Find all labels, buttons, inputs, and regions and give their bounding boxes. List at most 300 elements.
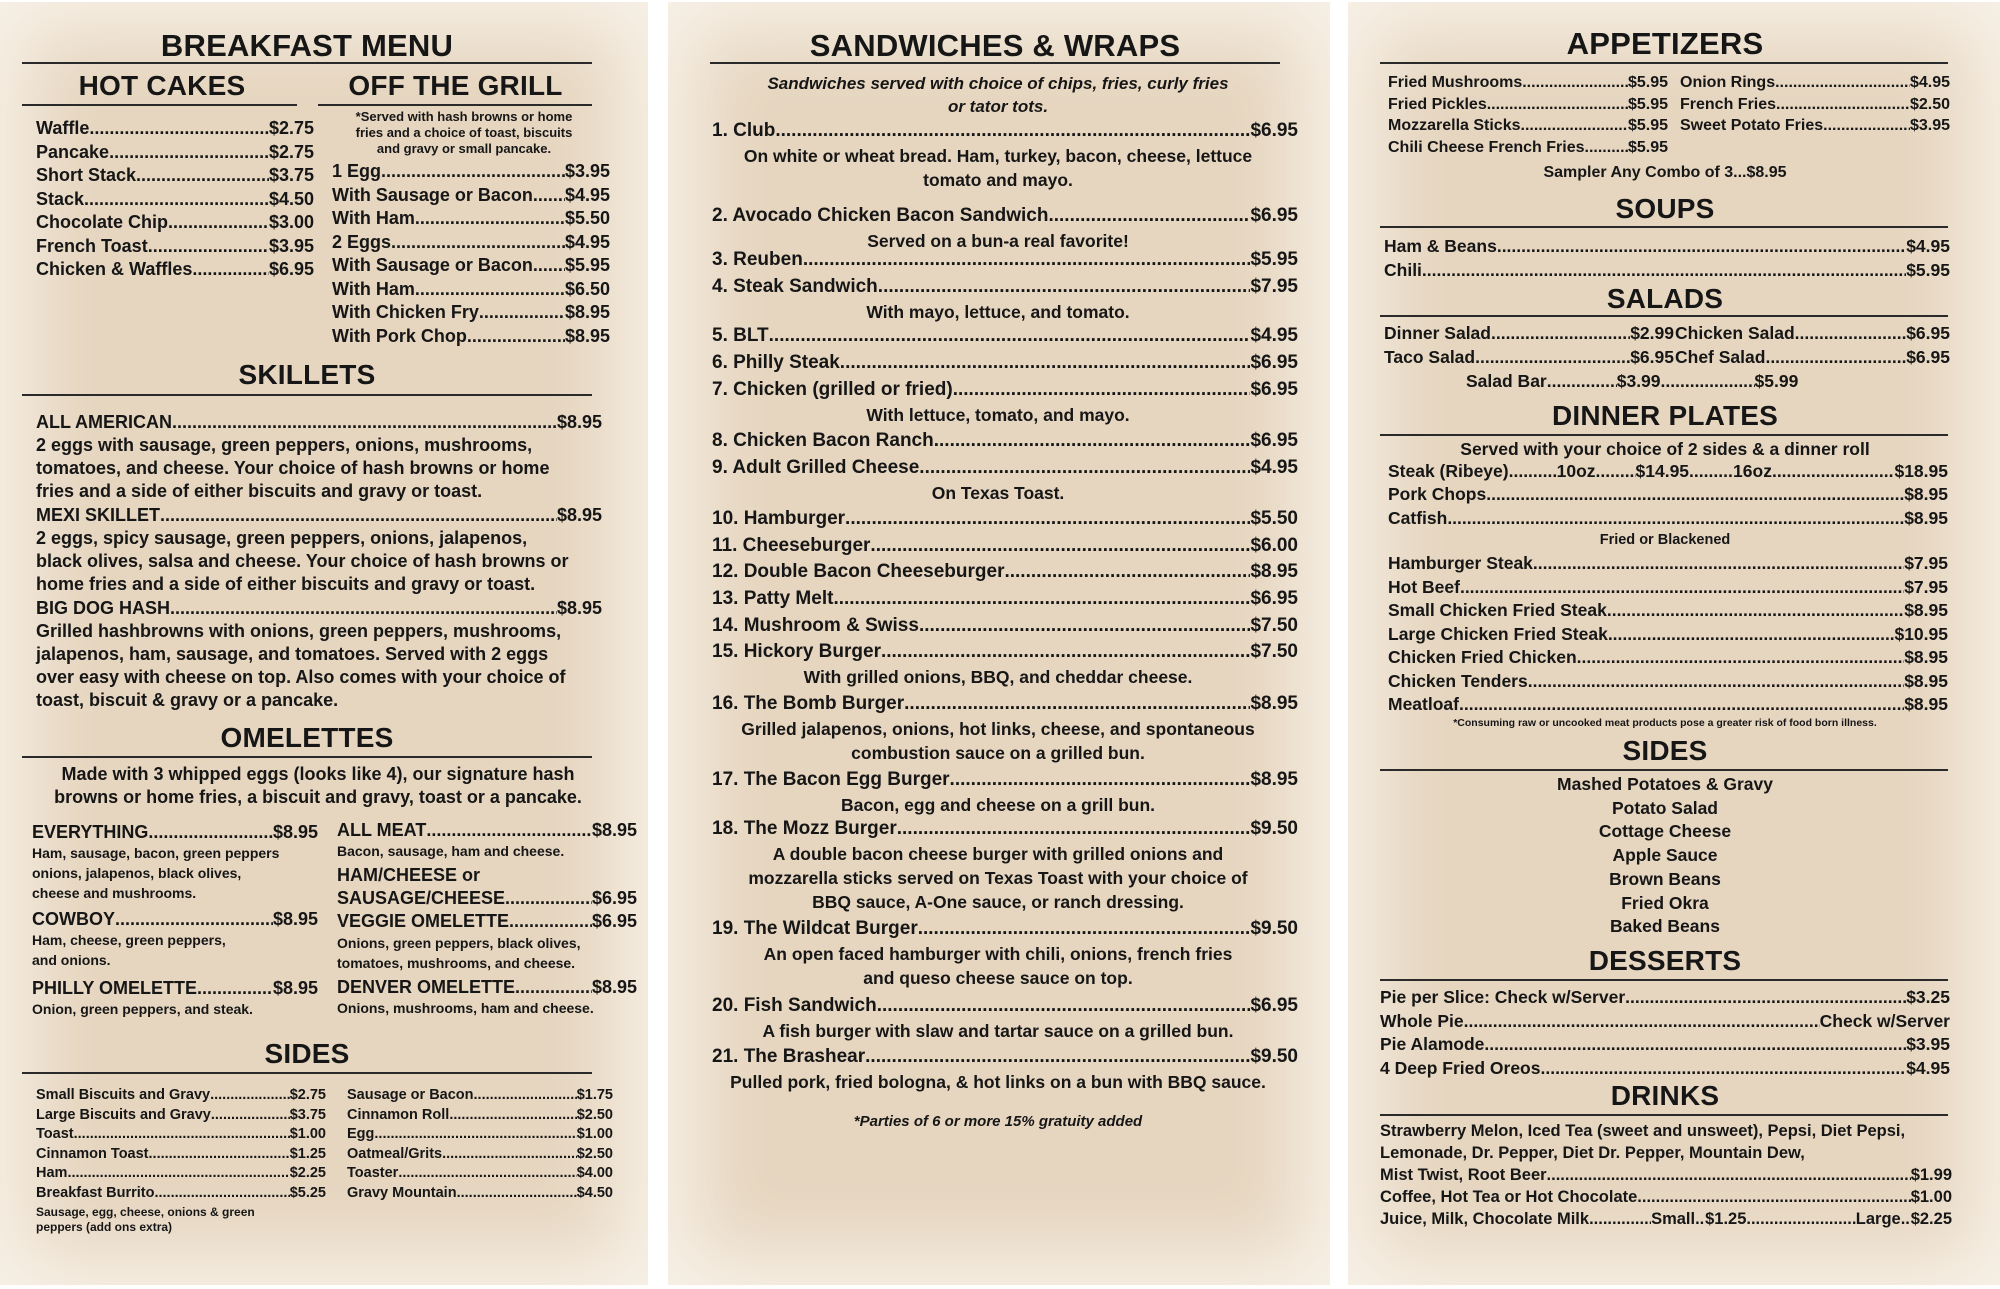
appetizer-item xyxy=(1680,117,1950,135)
item-price: $8.95 xyxy=(556,412,602,432)
dot-leader xyxy=(1509,461,1557,482)
dessert-item xyxy=(1380,987,1950,1008)
item-price: $1.00 xyxy=(576,1126,613,1142)
dot-leader xyxy=(1484,1034,1906,1055)
sandwich-description: Bacon, egg and cheese on a grill bun. xyxy=(840,795,1156,815)
skillet-item xyxy=(36,598,602,619)
appetizer-item xyxy=(1388,117,1668,135)
divider xyxy=(22,62,592,64)
divider xyxy=(22,104,297,106)
dot-leader xyxy=(89,118,269,139)
sandwiches-panel xyxy=(668,2,1330,1285)
appetizer-item xyxy=(1388,139,1668,157)
dot-leader xyxy=(533,185,565,206)
item-name: Chicken & Waffles xyxy=(36,259,193,279)
item-name: BIG DOG HASH xyxy=(36,598,171,618)
item-name: Egg xyxy=(347,1126,375,1142)
side-item xyxy=(36,1185,326,1201)
sandwich-description: BBQ sauce, A-One sauce, or ranch dressing. xyxy=(812,892,1184,912)
sandwich-description: With grilled onions, BBQ, and cheddar cheese. xyxy=(803,667,1193,687)
sandwich-description: Pulled pork, fried bologna, & hot links on a bun with BBQ sauce. xyxy=(730,1072,1266,1092)
item-name: VEGGIE OMELETTE xyxy=(337,911,510,931)
sandwich-item xyxy=(712,615,1298,637)
item-name: With Ham xyxy=(332,208,415,228)
dot-leader xyxy=(381,161,565,182)
dot-leader xyxy=(1422,260,1906,281)
plate-item xyxy=(1388,694,1948,715)
item-name: Short Stack xyxy=(36,165,137,185)
item-price: $6.95 xyxy=(1906,346,1950,367)
dot-leader xyxy=(115,909,273,930)
item-price: $4.95 xyxy=(1906,1057,1950,1078)
item-price: $6.00 xyxy=(1250,535,1298,556)
side-item xyxy=(36,1126,326,1142)
item-price: $2.75 xyxy=(268,141,314,162)
item-price: $6.95 xyxy=(1250,352,1298,373)
item-price: $6.95 xyxy=(1250,995,1298,1016)
dot-leader xyxy=(1475,347,1630,368)
dot-leader xyxy=(1464,1011,1820,1032)
dot-leader xyxy=(1795,323,1907,344)
dot-leader xyxy=(533,255,565,276)
item-name: Pork Chops xyxy=(1388,484,1487,504)
dot-leader xyxy=(136,165,269,186)
item-price: $2.25 xyxy=(289,1165,326,1181)
side-item: Cottage Cheese xyxy=(1598,821,1732,842)
dot-leader xyxy=(1775,74,1910,92)
dot-leader xyxy=(1459,694,1904,715)
side-item: Apple Sauce xyxy=(1612,845,1718,866)
omelette-description: Onions, mushrooms, ham and cheese. xyxy=(337,1000,594,1016)
item-name: MEXI SKILLET xyxy=(36,505,161,525)
skillet-description: toast, biscuit & gravy or a pancake. xyxy=(36,690,339,710)
dot-leader xyxy=(67,1165,289,1181)
dot-leader xyxy=(1608,624,1895,645)
skillet-item xyxy=(36,412,602,433)
catfish-note: Fried or Blackened xyxy=(1599,532,1731,548)
item-name: 1. Club xyxy=(712,120,776,141)
omelette-description: cheese and mushrooms. xyxy=(32,885,197,901)
item-price: $8.95 xyxy=(1904,647,1948,667)
grill-item xyxy=(332,279,610,300)
breakfast-sides-title: SIDES xyxy=(264,1038,350,1069)
item-price: $8.95 xyxy=(556,505,602,525)
sandwich-item xyxy=(712,995,1298,1017)
omelette-description: Onion, green peppers, and steak. xyxy=(32,1001,253,1017)
dot-leader xyxy=(803,249,1251,271)
item-price: $3.75 xyxy=(268,165,314,185)
item-price: $8.95 xyxy=(1904,507,1948,528)
skillet-description: jalapenos, ham, sausage, and tomatoes. Served with 2 eggs xyxy=(36,644,549,664)
dot-leader xyxy=(172,412,557,433)
dot-leader xyxy=(1533,553,1904,574)
dot-leader xyxy=(1540,1058,1906,1079)
skillet-description: 2 eggs, spicy sausage, green peppers, onions, jalapenos, xyxy=(36,528,528,548)
item-name: 2 Eggs xyxy=(332,231,392,252)
salad-item xyxy=(1675,323,1950,344)
grill-item xyxy=(332,232,610,253)
omelettes-title: OMELETTES xyxy=(220,722,394,753)
plate-item xyxy=(1388,508,1948,529)
skillet-description: fries and a side of either biscuits and gravy or toast. xyxy=(36,481,483,501)
item-name: Hamburger Steak xyxy=(1388,553,1533,573)
omelette-intro: browns or home fries, a biscuit and gravy, toast or a pancake. xyxy=(54,787,582,807)
dot-leader xyxy=(1486,484,1904,505)
divider xyxy=(1380,434,1948,436)
hot-cake-item xyxy=(36,212,314,233)
dot-leader xyxy=(833,588,1250,610)
item-price: $6.95 xyxy=(591,888,637,908)
sandwich-description: A double bacon cheese burger with grilled onions and xyxy=(772,844,1224,864)
item-price: $6.95 xyxy=(1630,346,1674,367)
appetizer-item xyxy=(1680,96,1950,114)
dot-leader xyxy=(1547,371,1617,392)
item-name: 13. Patty Melt xyxy=(712,588,834,609)
dot-leader xyxy=(84,189,269,210)
steak-size: 16oz xyxy=(1733,461,1772,481)
dot-leader xyxy=(474,1087,577,1103)
item-price: $5.95 xyxy=(1250,249,1298,270)
item-price: $8.95 xyxy=(564,302,610,322)
item-name: With Chicken Fry xyxy=(332,302,479,322)
item-price: $4.95 xyxy=(1250,325,1298,346)
dot-leader xyxy=(877,995,1251,1017)
item-name: 10. Hamburger xyxy=(712,508,846,529)
side-item: Mashed Potatoes & Gravy xyxy=(1557,774,1773,794)
dot-leader xyxy=(878,276,1251,298)
item-name: Juice, Milk, Chocolate Milk xyxy=(1380,1210,1590,1228)
sandwich-item xyxy=(712,249,1298,271)
hot-cake-item xyxy=(36,142,314,163)
dot-leader xyxy=(1661,371,1755,392)
item-name: Cinnamon Toast xyxy=(36,1145,149,1162)
side-item xyxy=(347,1126,613,1142)
item-price: $7.95 xyxy=(1250,276,1298,297)
plate-item xyxy=(1388,577,1948,598)
item-name: Pie per Slice: Check w/Server xyxy=(1380,987,1626,1007)
item-name: Chili Cheese French Fries xyxy=(1388,138,1585,156)
item-name: 12. Double Bacon Cheeseburger xyxy=(712,561,1005,582)
omelette-description: Ham, cheese, green peppers, xyxy=(32,932,226,948)
drink-item xyxy=(1380,1210,1952,1229)
dot-leader xyxy=(845,508,1250,530)
item-price: $2.99 xyxy=(1630,323,1674,343)
off-grill-title: OFF THE GRILL xyxy=(348,70,563,101)
sandwich-item xyxy=(712,561,1298,583)
grill-note: *Served with hash browns or home xyxy=(355,109,573,124)
skillet-description: tomatoes, and cheese. Your choice of hash browns or home xyxy=(36,458,550,478)
dot-leader xyxy=(1577,647,1905,668)
item-name: Steak (Ribeye) xyxy=(1388,461,1509,481)
item-name: Mist Twist, Root Beer xyxy=(1380,1166,1547,1184)
item-name: EVERYTHING xyxy=(32,822,149,842)
grill-item xyxy=(332,161,610,182)
item-price: $8.95 xyxy=(1904,670,1948,691)
divider xyxy=(710,62,1280,64)
item-name: 6. Philly Steak xyxy=(712,352,840,373)
soups-title: SOUPS xyxy=(1615,193,1715,224)
item-name: Waffle xyxy=(36,118,90,138)
item-price: $2.75 xyxy=(289,1087,326,1103)
dinner-plates-title: DINNER PLATES xyxy=(1551,400,1779,431)
item-price: $8.95 xyxy=(1904,694,1948,714)
dot-leader xyxy=(881,641,1250,663)
divider xyxy=(318,104,592,106)
dot-leader xyxy=(904,693,1250,715)
item-price: $3.99 xyxy=(1616,371,1661,391)
sandwich-description: On Texas Toast. xyxy=(931,483,1065,503)
item-name: 8. Chicken Bacon Ranch xyxy=(712,430,934,451)
skillet-description: over easy with cheese on top. Also comes with your choice of xyxy=(36,667,566,687)
item-name: Breakfast Burrito xyxy=(36,1184,155,1201)
side-item xyxy=(36,1087,326,1103)
appetizer-item xyxy=(1388,96,1668,114)
item-name: Dinner Salad xyxy=(1384,323,1491,343)
sandwich-item xyxy=(712,1046,1298,1068)
item-name: Hot Beef xyxy=(1388,576,1460,597)
dot-leader xyxy=(457,1185,577,1201)
item-name: Fried Mushrooms xyxy=(1388,74,1523,91)
item-name: 17. The Bacon Egg Burger xyxy=(712,769,950,790)
divider xyxy=(1380,1114,1948,1116)
dot-leader xyxy=(197,978,273,999)
item-price: $6.95 xyxy=(1906,323,1950,343)
omelette-description: Ham, sausage, bacon, green peppers xyxy=(32,845,280,861)
item-price: $4.50 xyxy=(576,1184,613,1201)
dot-leader xyxy=(449,1107,576,1123)
skillet-description: Grilled hashbrowns with onions, green peppers, mushrooms, xyxy=(36,621,562,641)
item-name: Sausage or Bacon xyxy=(347,1087,474,1103)
sandwich-item xyxy=(712,641,1298,663)
item-name: Coffee, Hot Tea or Hot Chocolate xyxy=(1380,1188,1638,1206)
dot-leader xyxy=(950,769,1251,791)
omelette-description: Onions, green peppers, black olives, xyxy=(337,935,581,951)
dot-leader xyxy=(154,1185,289,1201)
salad-item xyxy=(1675,347,1950,368)
grill-note: fries and a choice of toast, biscuits xyxy=(355,125,573,140)
item-name: Onion Rings xyxy=(1680,74,1776,91)
item-price: $7.50 xyxy=(1250,641,1298,662)
dot-leader xyxy=(840,352,1251,374)
item-name: With Pork Chop xyxy=(332,325,467,346)
dot-leader xyxy=(467,326,565,347)
item-name: Toaster xyxy=(347,1165,399,1181)
divider xyxy=(1380,315,1948,317)
omelette-item xyxy=(337,911,637,932)
sandwich-item xyxy=(712,325,1298,347)
item-name: Ham & Beans xyxy=(1384,236,1497,256)
item-price: $8.95 xyxy=(1904,600,1948,620)
item-price: $8.95 xyxy=(272,822,318,842)
dot-leader xyxy=(919,457,1250,479)
item-price: $8.95 xyxy=(1250,769,1298,790)
plates-intro: Served with your choice of 2 sides & a dinner roll xyxy=(1460,439,1870,459)
drinks-line: Strawberry Melon, Iced Tea (sweet and unsweet), Pepsi, Diet Pepsi, xyxy=(1380,1122,1906,1140)
dot-leader xyxy=(1823,117,1910,135)
burrito-note: Sausage, egg, cheese, onions & green xyxy=(36,1205,255,1219)
item-price: $5.95 xyxy=(1627,117,1668,134)
plate-item xyxy=(1388,671,1948,692)
salad-item xyxy=(1384,347,1674,368)
item-price: $3.95 xyxy=(1906,1034,1950,1054)
sandwich-item xyxy=(712,535,1298,557)
hot-cake-item xyxy=(36,118,314,139)
item-name: 20. Fish Sandwich xyxy=(712,995,877,1016)
item-price: $5.95 xyxy=(1627,74,1668,91)
dot-leader xyxy=(1460,577,1904,598)
sandwich-item xyxy=(712,430,1298,452)
item-price: $8.95 xyxy=(556,598,602,618)
item-price: $8.95 xyxy=(272,978,318,998)
item-name: With Ham xyxy=(332,278,415,299)
item-price: $1.75 xyxy=(576,1087,613,1103)
skillet-description: home fries and a side of either biscuits and gravy or toast. xyxy=(36,574,536,594)
dot-leader xyxy=(865,1046,1250,1068)
breakfast-title: BREAKFAST MENU xyxy=(160,28,454,63)
item-price: $3.95 xyxy=(1909,117,1950,134)
drink-item xyxy=(1380,1188,1952,1207)
hot-cake-item xyxy=(36,165,314,186)
sandwich-intro: or tator tots. xyxy=(947,97,1049,116)
item-name: Small Chicken Fried Steak xyxy=(1388,600,1607,620)
item-price: $5.95 xyxy=(1627,95,1668,113)
item-price: $8.95 xyxy=(272,909,318,929)
sandwich-item xyxy=(712,457,1298,479)
dot-leader xyxy=(1491,323,1630,344)
dot-leader xyxy=(1487,96,1628,114)
item-name: Meatloaf xyxy=(1388,694,1459,714)
sandwich-item xyxy=(712,120,1298,142)
item-price: $4.95 xyxy=(1909,74,1950,91)
salad-bar-item xyxy=(1466,371,1846,392)
food-warning: *Consuming raw or uncooked meat products pose a greater risk of food born illness. xyxy=(1453,717,1877,729)
dot-leader xyxy=(1547,1166,1911,1185)
sandwich-intro: Sandwiches served with choice of chips, fries, curly fries xyxy=(767,74,1229,93)
divider xyxy=(1380,226,1948,228)
item-name: Catfish xyxy=(1388,507,1448,528)
dot-leader xyxy=(509,911,592,932)
dot-leader xyxy=(479,302,565,323)
item-price: $3.95 xyxy=(268,235,314,256)
hot-cake-item xyxy=(36,189,314,210)
item-name: 7. Chicken (grilled or fried) xyxy=(712,379,953,400)
item-name: Large Biscuits and Gravy xyxy=(36,1106,211,1123)
item-name: Ham xyxy=(36,1165,68,1181)
salad-item xyxy=(1384,323,1674,344)
item-name: 1 Egg xyxy=(332,161,382,181)
drinks-title: DRINKS xyxy=(1610,1080,1720,1111)
item-price: $5.99 xyxy=(1754,371,1799,391)
plate-item xyxy=(1388,600,1948,621)
item-name: Oatmeal/Grits xyxy=(347,1145,443,1162)
item-price: $8.95 xyxy=(1250,693,1298,714)
sandwich-item xyxy=(712,693,1298,715)
item-price: $5.95 xyxy=(1627,138,1668,156)
dot-leader xyxy=(1048,205,1250,227)
item-price: $8.95 xyxy=(591,820,637,840)
appetizers-title: APPETIZERS xyxy=(1566,26,1764,61)
item-name: Whole Pie xyxy=(1380,1010,1464,1031)
sandwich-description: On white or wheat bread. Ham, turkey, bacon, cheese, lettuce xyxy=(743,146,1253,166)
drinks-line: Lemonade, Dr. Pepper, Diet Dr. Pepper, Mountain Dew, xyxy=(1380,1144,1805,1162)
dot-leader xyxy=(1772,461,1895,482)
item-name: DENVER OMELETTE xyxy=(337,977,516,997)
skillet-description: black olives, salsa and cheese. Your choice of hash browns or xyxy=(36,551,569,571)
item-name: 4. Steak Sandwich xyxy=(712,276,878,297)
item-price: $1.25 xyxy=(1705,1210,1747,1228)
salads-title: SALADS xyxy=(1606,283,1724,314)
item-price: $9.50 xyxy=(1250,1046,1298,1067)
dot-leader xyxy=(1528,671,1904,692)
item-name: Small Biscuits and Gravy xyxy=(36,1087,211,1103)
item-price: $5.50 xyxy=(1250,508,1298,529)
item-name: Chicken Tenders xyxy=(1388,670,1528,691)
side-item: Potato Salad xyxy=(1612,797,1718,818)
item-price: $10.95 xyxy=(1894,623,1948,644)
side-item: Brown Beans xyxy=(1609,868,1721,889)
item-price: $8.95 xyxy=(1904,484,1948,504)
sandwich-description: A fish burger with slaw and tartar sauce on a grilled bun. xyxy=(762,1021,1234,1041)
skillet-description: 2 eggs with sausage, green peppers, onions, mushrooms, xyxy=(36,435,533,455)
item-name: French Fries xyxy=(1680,95,1777,113)
dot-leader xyxy=(1497,236,1906,257)
item-price: $2.50 xyxy=(576,1106,613,1123)
dot-leader xyxy=(897,818,1251,840)
dot-leader xyxy=(769,325,1251,347)
sandwich-item xyxy=(712,818,1298,840)
skillets-title: SKILLETS xyxy=(238,359,376,390)
divider xyxy=(1380,979,1948,981)
item-name: PHILLY OMELETTE xyxy=(32,978,198,998)
item-name: Chili xyxy=(1384,259,1422,280)
divider xyxy=(22,756,592,758)
sandwich-item xyxy=(712,769,1298,791)
plate-item xyxy=(1388,553,1948,574)
item-name: ALL MEAT xyxy=(337,820,427,840)
omelette-intro: Made with 3 whipped eggs (looks like 4), our signature hash xyxy=(61,764,575,784)
grill-item xyxy=(332,208,610,229)
item-price: $6.95 xyxy=(1250,588,1298,609)
sandwich-item xyxy=(712,205,1298,227)
dot-leader xyxy=(1901,1210,1911,1229)
sandwich-item xyxy=(712,276,1298,298)
dot-leader xyxy=(442,1146,577,1162)
grill-item xyxy=(332,326,610,347)
appetizer-item xyxy=(1388,74,1668,92)
item-price: $2.25 xyxy=(1910,1210,1952,1228)
side-item xyxy=(347,1087,613,1103)
dot-leader xyxy=(1746,1210,1855,1229)
item-name: Mozzarella Sticks xyxy=(1388,117,1521,134)
dot-leader xyxy=(391,232,565,253)
item-price: $5.95 xyxy=(564,255,610,275)
omelette-item xyxy=(32,978,318,999)
side-item xyxy=(347,1185,613,1201)
side-item xyxy=(347,1146,613,1162)
side-item xyxy=(347,1165,613,1181)
item-price: $1.00 xyxy=(289,1126,326,1142)
sandwich-description: tomato and mayo. xyxy=(923,170,1073,190)
dot-leader xyxy=(1776,96,1910,114)
dot-leader xyxy=(149,1146,290,1162)
omelette-item xyxy=(337,977,637,998)
dot-leader xyxy=(1625,987,1906,1008)
dot-leader xyxy=(398,1165,576,1181)
drink-size: Large xyxy=(1855,1210,1901,1228)
plate-item xyxy=(1388,484,1948,505)
item-price: $4.95 xyxy=(1906,236,1950,256)
dot-leader xyxy=(1447,508,1904,529)
